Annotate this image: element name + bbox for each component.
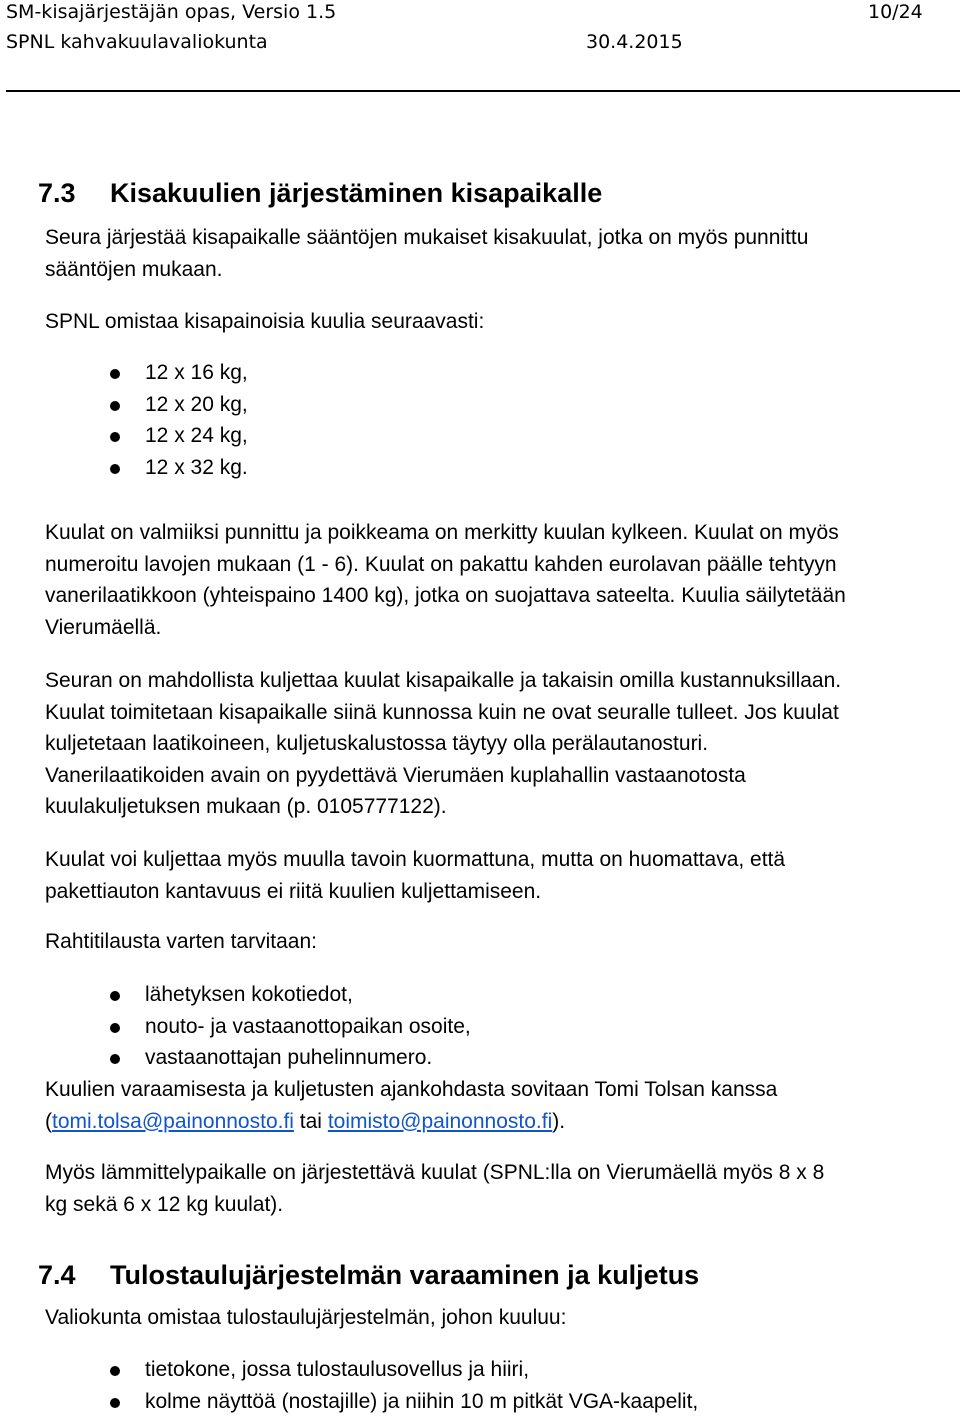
list-item: lähetyksen kokotiedot,: [0, 979, 471, 1011]
section-heading-7-4: [38, 1258, 699, 1292]
page-number: 10/24: [868, 1, 923, 23]
ownership-paragraph: SPNL omistaa kisapainoisia kuulia seuraavasti:: [45, 310, 485, 333]
document-title: SM-kisajärjestäjän opas, Versio 1.5: [6, 1, 337, 23]
text-line: numeroitu lavojen mukaan (1 - 6). Kuulat on pakattu kahden eurolavan päälle tehtyyn: [45, 552, 837, 576]
header-divider: [6, 90, 960, 92]
text-line: Vierumäellä.: [45, 615, 162, 639]
text-line: kuulakuljetuksen mukaan (p. 0105777122).: [45, 795, 447, 818]
packing-paragraph: [45, 517, 950, 643]
email-link-office[interactable]: toimisto@painonnosto.fi: [327, 1109, 553, 1133]
section-number: 7.3: [38, 178, 76, 208]
scoreboard-intro: Valiokunta omistaa tulostaulujärjestelmän, johon kuuluu:: [45, 1306, 567, 1329]
list-item: 12 x 24 kg,: [0, 420, 248, 452]
text-line: Vanerilaatikoiden avain on pyydettävä Vierumäen kuplahallin vastaanotosta: [45, 763, 746, 787]
transport-paragraph: [45, 665, 950, 823]
text-line: Myös lämmittelypaikalle on järjestettävä kuulat (SPNL:lla on Vierumäellä myös 8 x 8: [45, 1161, 825, 1184]
list-item: tietokone, jossa tulostaulusovellus ja hiiri,: [0, 1354, 698, 1386]
vehicle-paragraph: [45, 844, 950, 907]
text-line: Kuulat toimitetaan kisapaikalle siinä kunnossa kuin ne ovat seuralle tulleet. Jos kuulat: [45, 700, 839, 724]
organization: SPNL kahvakuulavaliokunta: [6, 31, 268, 53]
intro-paragraph: [45, 222, 950, 285]
warmup-paragraph: [45, 1157, 950, 1220]
freight-intro: Rahtitilausta varten tarvitaan:: [45, 930, 317, 953]
document-date: 30.4.2015: [586, 31, 683, 53]
section-title: Tulostaulujärjestelmän varaaminen ja kuljetus: [110, 1260, 700, 1290]
text-line: Seura järjestää kisapaikalle sääntöjen mukaiset kisakuulat, jotka on myös punnittu: [45, 226, 809, 249]
running-header-line-2: [6, 30, 946, 54]
text-line: Seuran on mahdollista kuljettaa kuulat kisapaikalle ja takaisin omilla kustannuksillaan.: [45, 669, 842, 692]
email-link-tomi[interactable]: tomi.tolsa@painonnosto.fi: [52, 1109, 294, 1133]
kettlebell-weight-list: [0, 357, 248, 483]
running-header-line-1: [6, 0, 946, 24]
section-title: Kisakuulien järjestäminen kisapaikalle: [110, 178, 603, 208]
list-item: vastaanottajan puhelinnumero.: [0, 1042, 471, 1074]
text-line: [45, 1106, 950, 1138]
text-line: Kuulat voi kuljettaa myös muulla tavoin kuormattuna, mutta on huomattava, että: [45, 848, 786, 871]
text-line: Kuulien varaamisesta ja kuljetusten ajankohdasta sovitaan Tomi Tolsan kanssa: [45, 1078, 778, 1101]
text-line: vanerilaatikkoon (yhteispaino 1400 kg), jotka on suojattava sateelta. Kuulia säilytetään: [45, 584, 846, 607]
text-fragment: tai: [293, 1109, 328, 1133]
section-heading-7-3: [38, 176, 602, 210]
text-line: Kuulat on valmiiksi punnittu ja poikkeama on merkitty kuulan kylkeen. Kuulat on myös: [45, 521, 839, 544]
list-item: 12 x 20 kg,: [0, 389, 248, 421]
scoreboard-equipment-list: [0, 1354, 698, 1417]
list-item: kolme näyttöä (nostajille) ja niihin 10 m pitkät VGA-kaapelit,: [0, 1386, 698, 1417]
section-number: 7.4: [38, 1260, 76, 1290]
text-fragment: ).: [552, 1109, 566, 1133]
text-line: sääntöjen mukaan.: [45, 257, 223, 281]
text-line: pakettiauton kantavuus ei riitä kuulien kuljettamiseen.: [45, 879, 542, 903]
text-line: kg sekä 6 x 12 kg kuulat).: [45, 1192, 284, 1216]
text-fragment: (: [45, 1109, 52, 1133]
text-line: kuljetetaan laatikoineen, kuljetuskalustossa täytyy olla perälautanosturi.: [45, 732, 709, 755]
list-item: 12 x 16 kg,: [0, 357, 248, 389]
list-item: 12 x 32 kg.: [0, 452, 248, 484]
contact-paragraph: [45, 1074, 950, 1137]
list-item: nouto- ja vastaanottopaikan osoite,: [0, 1011, 471, 1043]
freight-requirements-list: [0, 979, 471, 1074]
